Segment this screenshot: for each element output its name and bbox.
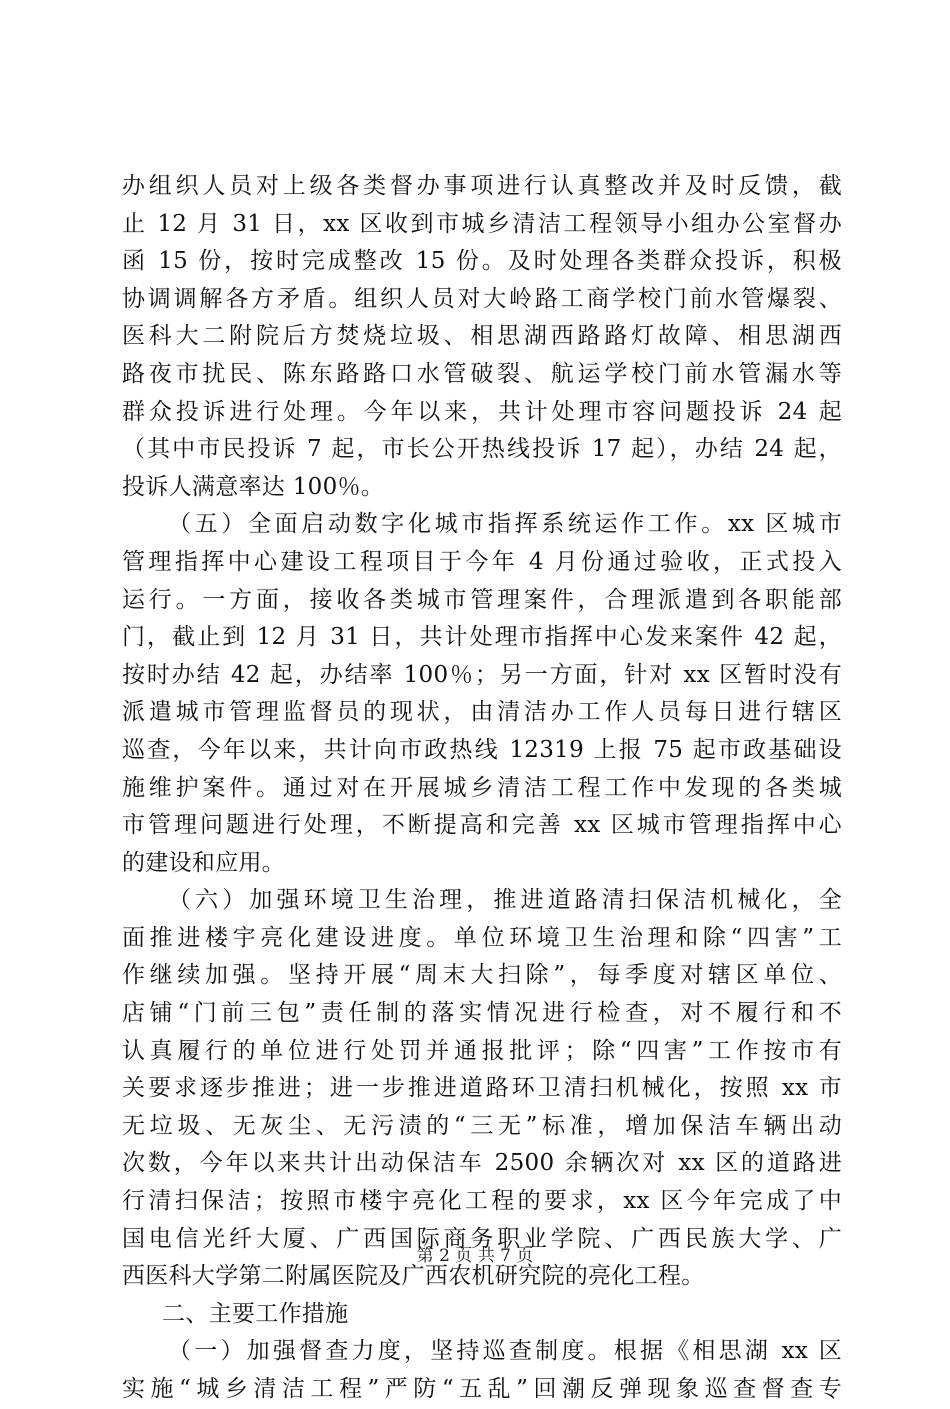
text-line: 关要求逐步推进；进一步推进道路环卫清扫机械化，按照 xx 市 [122, 1075, 842, 1102]
text-line: 市管理问题进行处理，不断提高和完善 xx 区城市管理指挥中心 [122, 812, 842, 839]
text-line: 投诉人满意率达 100％。 [122, 473, 385, 500]
text-line: 按时办结 42 起，办结率 100％；另一方面，针对 xx 区暂时没有 [122, 661, 842, 688]
text-line: 无垃圾、无灰尘、无污渍的“三无”标准，增加保洁车辆出动 [122, 1112, 842, 1139]
text-line: 群众投诉进行处理。今年以来，共计处理市容问题投诉 24 起 [122, 398, 842, 425]
section-heading: 二、主要工作措施 [162, 1300, 349, 1327]
paragraph-start-line: （六）加强环境卫生治理，推进道路清扫保洁机械化，全 [168, 887, 842, 914]
text-line: 国电信光纤大厦、广西国际商务职业学院、广西民族大学、广 [122, 1225, 842, 1252]
text-line: 施维护案件。通过对在开展城乡清洁工程工作中发现的各类城 [122, 774, 842, 801]
document-body [122, 168, 842, 1409]
text-line: 管理指挥中心建设工程项目于今年 4 月份通过验收，正式投入 [122, 548, 842, 575]
paragraph-start-line: （五）全面启动数字化城市指挥系统运作工作。xx 区城市 [168, 511, 842, 538]
text-line: 门，截止到 12 月 31 日，共计处理市指挥中心发来案件 42 起， [122, 624, 842, 651]
text-line: 巡查，今年以来，共计向市政热线 12319 上报 75 起市政基础设 [122, 736, 842, 763]
text-line: 实施“城乡清洁工程”严防“五乱”回潮反弹现象巡查督查专 [122, 1376, 842, 1402]
text-line: 的建设和应用。 [122, 849, 286, 876]
text-line: （其中市民投诉 7 起，市长公开热线投诉 17 起），办结 24 起， [122, 436, 842, 463]
text-line: 办组织人员对上级各类督办事项进行认真整改并及时反馈，截 [122, 173, 842, 199]
page-number-footer: 第 2 页 共 7 页 [416, 1246, 534, 1266]
text-line: 路夜市扰民、陈东路路口水管破裂、航运学校门前水管漏水等 [122, 360, 842, 387]
text-line: 函 15 份，按时完成整改 15 份。及时处理各类群众投诉，积极 [122, 248, 842, 275]
text-line: 面推进楼宇亮化建设进度。单位环境卫生治理和除“四害”工 [122, 924, 842, 951]
text-line: 次数，今年以来共计出动保洁车 2500 余辆次对 xx 区的道路进 [122, 1150, 842, 1177]
text-line: 西医科大学第二附属医院及广西农机研究院的亮化工程。 [122, 1263, 705, 1290]
text-line: 店铺“门前三包”责任制的落实情况进行检查，对不履行和不 [122, 1000, 842, 1027]
text-line: 运行。一方面，接收各类城市管理案件，合理派遣到各职能部 [122, 586, 842, 613]
text-line: 协调调解各方矛盾。组织人员对大岭路工商学校门前水管爆裂、 [122, 285, 842, 312]
text-line: 医科大二附院后方焚烧垃圾、相思湖西路路灯故障、相思湖西 [122, 323, 842, 350]
text-line: 认真履行的单位进行处罚并通报批评；除“四害”工作按市有 [122, 1037, 842, 1064]
text-line: 作继续加强。坚持开展“周末大扫除”，每季度对辖区单位、 [122, 962, 842, 989]
text-line: 行清扫保洁；按照市楼宇亮化工程的要求，xx 区今年完成了中 [122, 1188, 842, 1215]
paragraph-start-line: （一）加强督查力度，坚持巡查制度。根据《相思湖 xx 区 [168, 1338, 842, 1365]
text-line: 派遣城市管理监督员的现状，由清洁办工作人员每日进行辖区 [122, 699, 842, 726]
text-line: 止 12 月 31 日，xx 区收到市城乡清洁工程领导小组办公室督办 [122, 210, 842, 237]
